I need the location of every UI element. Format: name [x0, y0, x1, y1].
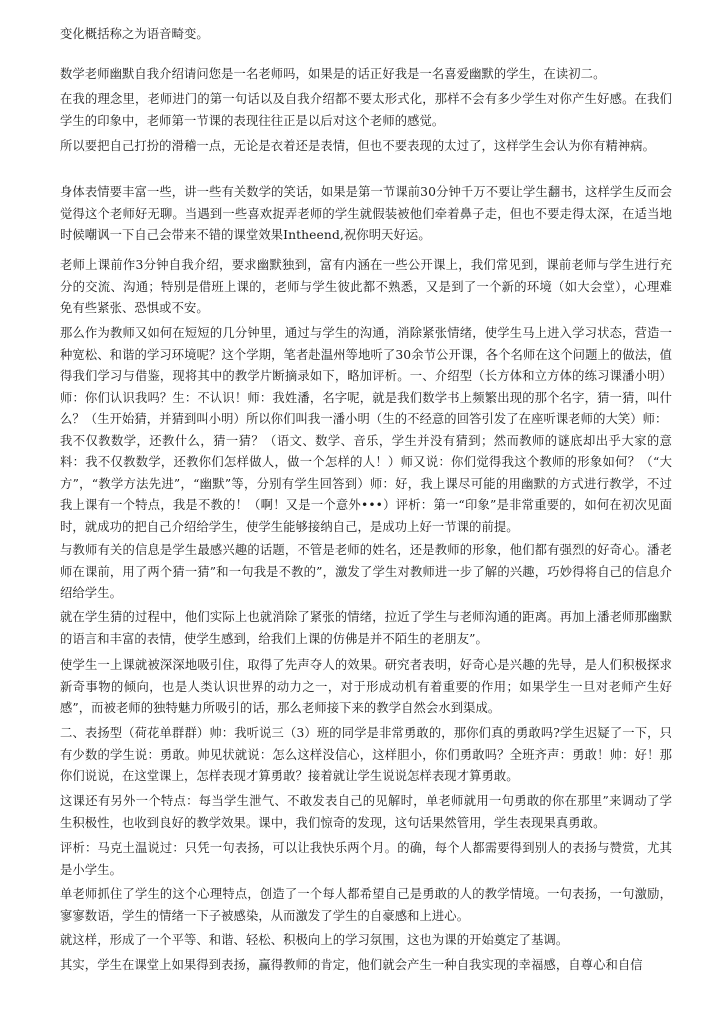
paragraph-2: 数学老师幽默自我介绍请问您是一名老师吗，如果是的话正好我是一名喜爱幽默的学生，在读初二。 — [60, 67, 606, 81]
paragraph-7: 那么作为教师又如何在短短的几分钟里，通过与学生的沟通，消除紧张情绪，使学生马上进入学习状态，营造一种宽松、和谐的学习环境呢？这个学期，笔者赴温州等地听了30余节公开课，各个名师在这个问题上的做法，值得我们学习与借鉴，现将其中的教学片断摘录如下，略加评析。一、介绍型（长方体和立方体的练习课潘小明）师：你们认识我吗？生：不认识！师：我姓潘，名字呢，就是我们数学书上频繁出现的那个名字，猜一猜，叫什么？（生开始猜，并猜到叫小明）所以你们叫我一潘小明（生的不经意的回答引发了在座听课老师的大笑）师： 我不仅教数学，还教什么，猜一猜？（语文、数学、音乐，学生并没有猜到；然而教师的谜底却出乎大家的意料：我不仅教数学，还教你们怎样做人，做一个怎样的人！）师又说：你们觉得我这个教师的形象如何？（“大方”，“教学方法先进”，“幽默”等，分别有学生回答到）师：好，我上课尽可能的用幽默的方式进行教学，不过我上课有一个特点，我是不教的！（啊！又是一个意外•••）评析：第一“印象”是非常重要的，如何在初次见面时，就成功的把自己介绍给学生，使学生能够接纳自己，是成功上好一节课的前提。 — [60, 326, 672, 534]
paragraph-14: 单老师抓住了学生的这个心理特点，创造了一个每人都希望自己是勇敢的人的教学情境。一句表扬，一句激励，寥寥数语，学生的情绪一下子被感染，从而激发了学生的自豪感和上进心。 — [60, 887, 672, 923]
paragraph-8: 与教师有关的信息是学生最感兴趣的话题，不管是老师的姓名，还是教师的形象，他们都有强烈的好奇心。潘老师在课前，用了两个猜一猜”和一句我是不教的”，激发了学生对教师进一步了解的兴趣，巧妙得将自己的信息介绍给学生。 — [60, 543, 672, 600]
paragraph-10: 使学生一上课就被深深地吸引住，取得了先声夺人的效果。研究者表明，好奇心是兴趣的先导，是人们积极探求新奇事物的倾向，也是人类认识世界的动力之一，对于形成动机有着重要的作用；如果学生一旦对老师产生好感”，而被老师的独特魅力所吸引的话，那么老师接下来的教学自然会水到渠成。 — [60, 658, 672, 715]
paragraph-6: 老师上课前作3分钟自我介绍，要求幽默独到，富有内涵在一些公开课上，我们常见到，课前老师与学生进行充分的交流、沟通；特别是借班上课的，老师与学生彼此都不熟悉，又是到了一个新的环境（如大会堂），心理难免有些紧张、恐惧或不安。 — [60, 258, 672, 315]
paragraph-12: 这课还有另外一个特点：每当学生泄气、不敢发表自己的见解时，单老师就用一句勇敢的你在那里”来调动了学生积极性，也收到良好的教学效果。课中，我们惊奇的发现，这句话果然管用，学生表现果真勇敢。 — [60, 794, 672, 830]
paragraph-5: 身体表情要丰富一些，讲一些有关数学的笑话，如果是第一节课前30分钟千万不要让学生翻书，这样学生反而会觉得这个老师好无聊。当遇到一些喜欢捉弄老师的学生就假装被他们牵着鼻子走，但也不要走得太深，在适当地时候嘲讽一下自己会带来不错的课堂效果Intheend,祝你明天好运。 — [60, 185, 672, 242]
paragraph-1: 变化概括称之为语音畸变。 — [60, 27, 209, 41]
paragraph-4: 所以要把自己打扮的滑稽一点，无论是衣着还是表情，但也不要表现的太过了，这样学生会认为你有精神病。 — [60, 139, 656, 153]
paragraph-16: 其实，学生在课堂上如果得到表扬，赢得教师的肯定，他们就会产生一种自我实现的幸福感，自尊心和自信 — [60, 958, 643, 972]
paragraph-3: 在我的理念里，老师进门的第一句话以及自我介绍都不要太形式化，那样不会有多少学生对你产生好感。在我们学生的印象中，老师第一节课的表现往往正是以后对这个老师的感觉。 — [60, 92, 672, 128]
paragraph-15: 就这样，形成了一个平等、和谐、轻松、积极向上的学习氛围，这也为课的开始奠定了基调。 — [60, 933, 569, 947]
paragraph-11: 二、表扬型（荷花单群群）帅：我听说三（3）班的同学是非常勇敢的，那你们真的勇敢吗?学生迟疑了一下，只有少数的学生说：勇敢。帅见状就说：怎么这样没信心，这样胆小，你们勇敢吗？全班齐声：勇敢！帅：好！那你们说说，在这堂课上，怎样表现才算勇敢？接着就让学生说说怎样表现才算勇敢。 — [60, 726, 672, 783]
paragraph-9: 就在学生猜的过程中，他们实际上也就消除了紧张的情绪，拉近了学生与老师沟通的距离。再加上潘老师那幽默的语言和丰富的表情，使学生感到，给我们上课的仿佛是并不陌生的老朋友”。 — [60, 610, 672, 646]
paragraph-13: 评析：马克土温说过：只凭一句表扬，可以让我快乐两个月。的确，每个人都需要得到别人的表扬与赞赏，尤其是小学生。 — [60, 841, 672, 877]
